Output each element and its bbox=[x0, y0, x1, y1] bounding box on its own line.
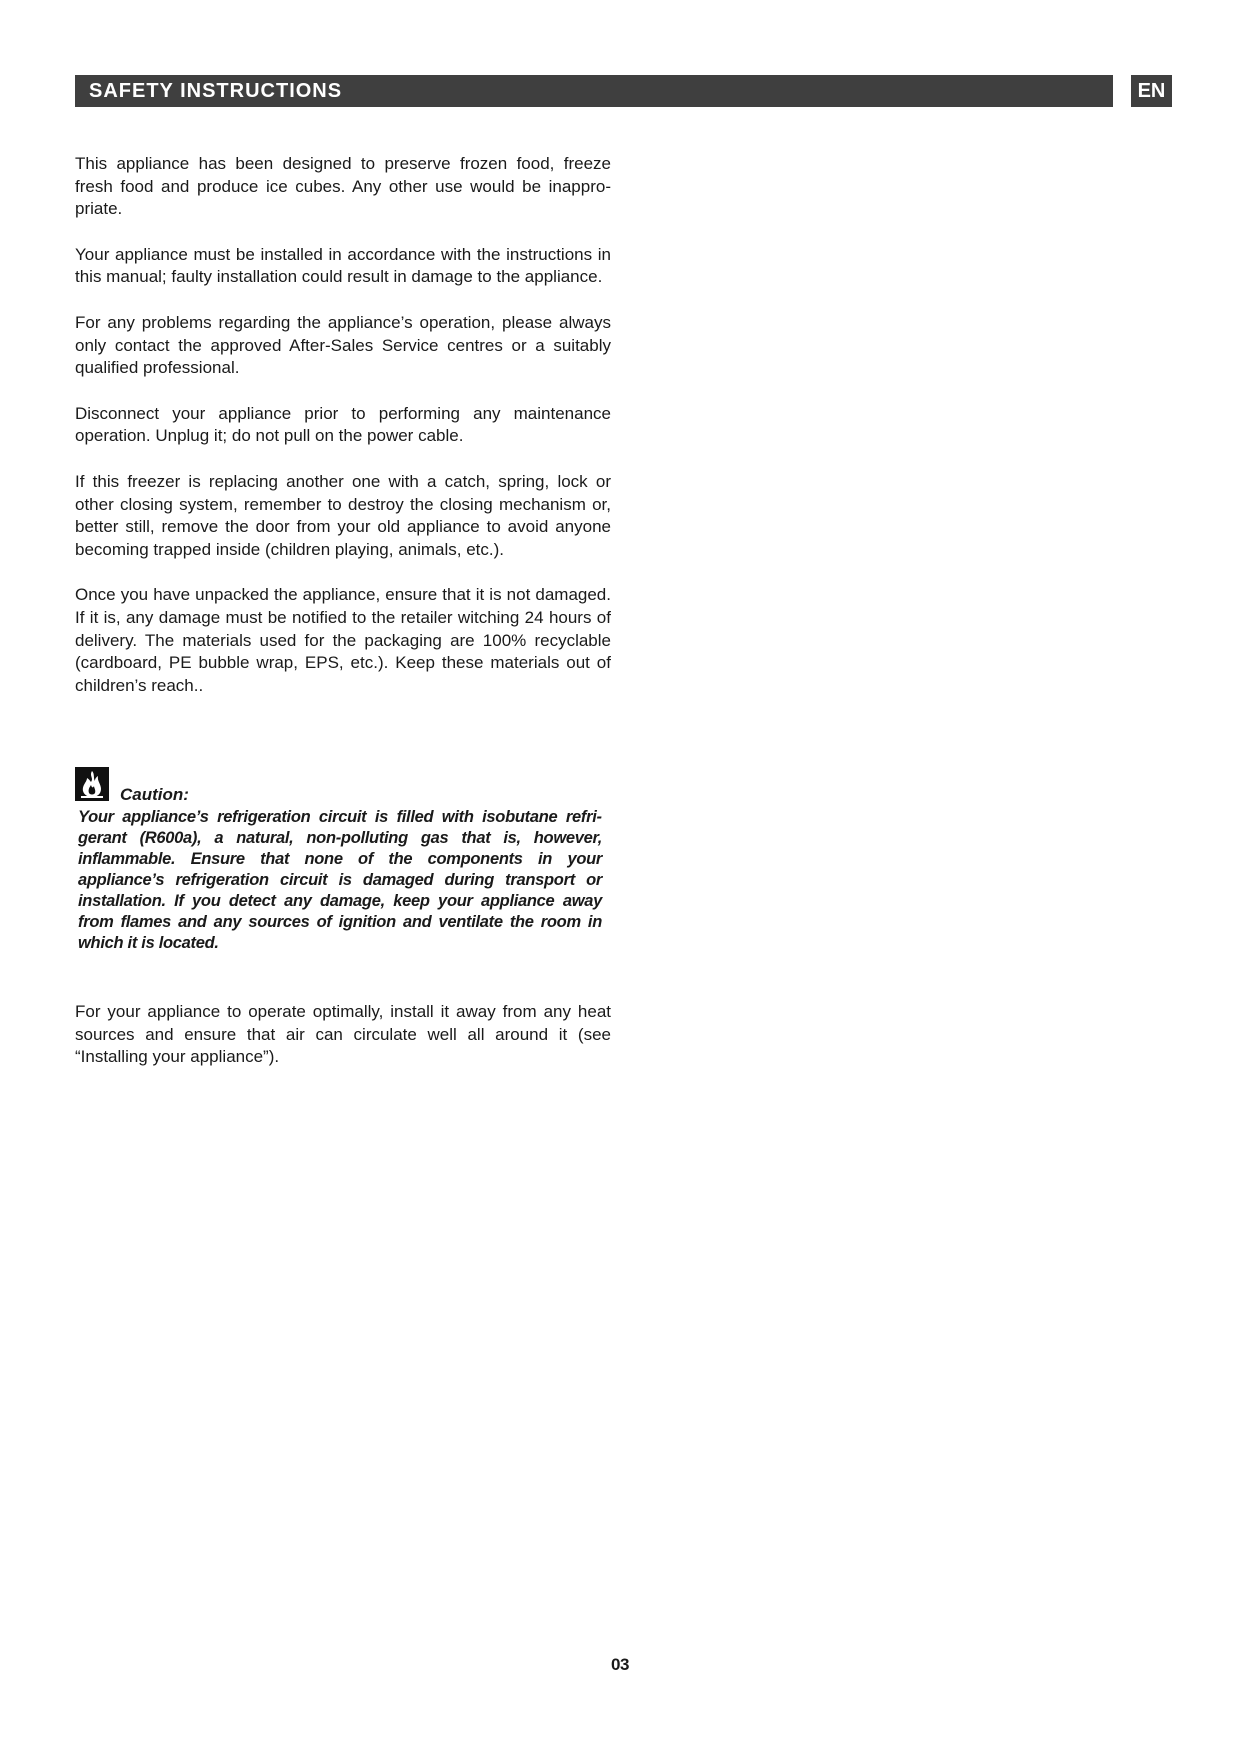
paragraph-old-appliance: If this freezer is replacing another one with a catch, spring, lock or other closing system, remember to destroy the closing mechanism or, better still, remove the door from your old appliance to avoid anyone becoming trapped inside (children playing, animals, etc.). bbox=[75, 471, 611, 559]
paragraph-after-sales: For any problems regarding the appliance’s operation, please always only contact the approved After-Sales Service centres or a suitably qualified professional. bbox=[75, 312, 611, 378]
language-badge bbox=[1131, 75, 1172, 107]
main-content bbox=[75, 153, 611, 1092]
paragraph-maintenance: Disconnect your appliance prior to performing any maintenance operation. Unplug it; do not pull on the power cable. bbox=[75, 403, 611, 446]
paragraph-intended-use: This appliance has been designed to preserve frozen food, freeze fresh food and produce ice cubes. Any other use would be inappropriate. bbox=[75, 154, 611, 219]
section-header bbox=[75, 75, 1113, 107]
caution-heading bbox=[75, 759, 602, 805]
language-code: EN bbox=[1137, 80, 1166, 102]
paragraph-installation: Your appliance must be installed in accordance with the instructions in this manual; faulty installation could result in damage to the appliance. bbox=[75, 244, 611, 287]
paragraph-ventilation: For your appliance to operate optimally, install it away from any heat sources and ensure that air can circulate well all around it (see “Installing your appliance”). bbox=[75, 1002, 611, 1067]
section-title: SAFETY INSTRUCTIONS bbox=[89, 80, 343, 102]
flame-icon bbox=[75, 767, 109, 801]
caution-text: Your appliance’s refrigeration circuit is filled with isobutane refrigerant (R600a), a natural, non-polluting gas that is, however, inflammable. Ensure that none of the components in your appliance’s refrigeration circuit is damaged during transport or installation. If you detect any damage, keep your appliance away from flames and any sources of ignition and ventilate the room in which it is located. bbox=[78, 808, 602, 953]
paragraph-unpacking: Once you have unpacked the appliance, ensure that it is not damaged. If it is, any damage must be notified to the retailer witching 24 hours of delivery. The materials used for the packaging are 100% recyclable (cardboard, PE bubble wrap, EPS, etc.). Keep these materials out of children’s reach.. bbox=[75, 585, 611, 695]
caution-block bbox=[78, 759, 602, 954]
caution-title: Caution: bbox=[120, 785, 189, 805]
page-number: 03 bbox=[611, 1655, 629, 1674]
